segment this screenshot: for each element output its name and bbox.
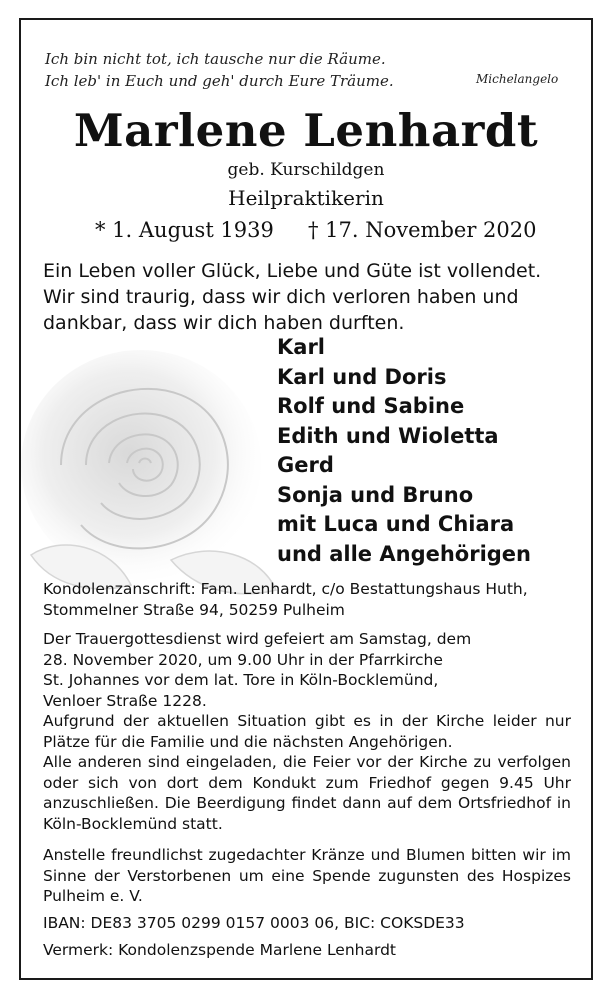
service-line: 28. November 2020, um 9.00 Uhr in der Pfarrkirche [43,650,443,669]
mourner: Sonja und Bruno [277,482,474,507]
obituary-frame [19,18,593,980]
profession: Heilpraktikerin [228,186,384,210]
service-line: Venloer Straße 1228. [43,691,207,710]
death-date: † 17. November 2020 [308,218,537,242]
motto-quote [45,48,394,92]
motto-line-2: Ich leb' in Euch und geh' durch Eure Träume. [45,72,394,90]
address-line: Kondolenzanschrift: Fam. Lenhardt, c/o Bestattungshaus Huth, [43,580,528,598]
address-line: Stommelner Straße 94, 50259 Pulheim [43,600,345,619]
invitation-note: Alle anderen sind eingeladen, die Feier vor der Kirche zu verfolgen oder sich von dort dem Kondukt zum Friedhof gegen 9.45 Uhr anzuschließen. Die Beerdigung findet dann auf dem Ortsfriedhof in Köln-Bocklemünd statt. [43,753,571,833]
service-info [43,629,571,711]
deceased-name: Marlene Lenhardt [73,104,539,157]
mourner: Gerd [277,453,334,477]
rose-illustration [21,345,291,605]
birth-name: geb. Kurschildgen [227,160,385,180]
mourner: Rolf und Sabine [277,394,465,418]
intro-line: dankbar, dass wir dich haben durften. [43,312,405,334]
motto-author: Michelangelo [476,72,559,86]
service-line: St. Johannes vor dem lat. Tore in Köln-Bocklemünd, [43,671,439,689]
mourner: Edith und Wioletta [277,423,499,448]
birth-date: * 1. August 1939 [95,218,274,242]
restriction-note: Aufgrund der aktuellen Situation gibt es in der Kirche leider nur Plätze für die Familie und die nächsten Angehörigen. [43,712,571,751]
intro-line: Wir sind traurig, dass wir dich verloren haben und [43,286,519,308]
mourner: Karl und Doris [277,364,447,389]
mourner: mit Luca und Chiara [277,512,515,536]
bank-details: IBAN: DE83 3705 0299 0157 0003 06, BIC: COKSDE33 [43,914,465,932]
mourner: und alle Angehörigen [277,541,531,566]
service-line: Der Trauergottesdienst wird gefeiert am Samstag, dem [43,630,472,648]
motto-line-1: Ich bin nicht tot, ich tausche nur die Räume. [45,50,386,68]
mourner: Karl [277,335,325,359]
donation-reference: Vermerk: Kondolenzspende Marlene Lenhardt [43,941,397,959]
mourners-list [277,333,531,569]
donation-request: Anstelle freundlichst zugedachter Kränze und Blumen bitten wir im Sinne der Verstorbenen um eine Spende zugunsten des Hospizes Pulheim e. V. [43,846,571,905]
intro-line: Ein Leben voller Glück, Liebe und Güte ist vollendet. [43,260,542,282]
intro-text [43,258,563,336]
condolence-address [43,579,571,620]
